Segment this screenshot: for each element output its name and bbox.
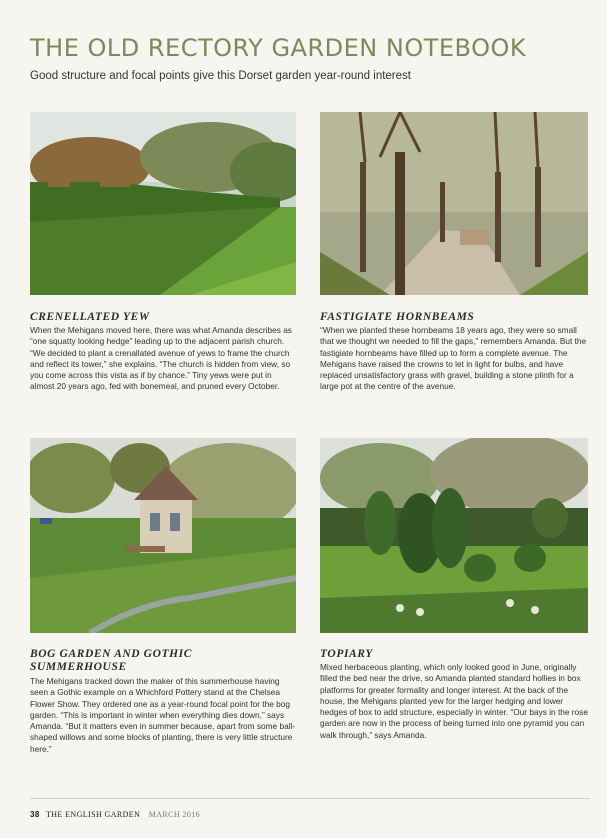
section-heading-fastigiate-hornbeams: FASTIGIATE HORNBEAMS	[320, 311, 475, 323]
issue-date: MARCH 2016	[148, 810, 201, 819]
photo-fastigiate-hornbeams	[320, 112, 588, 295]
photo-bog-garden-summerhouse	[30, 438, 296, 633]
photo-topiary	[320, 438, 588, 633]
photo-crenellated-yew	[30, 112, 296, 295]
section-body-bog-garden-summerhouse: The Mehigans tracked down the maker of this summerhouse having seen a Gothic example on a Whichford Pottery stand at the Chelsea Flower Show. They ordered one as a year-round focal point for the bog garden. “This is important in winter when everything dies down,” says Amanda. “But it matters even in summer because, apart from some ball-shaped willows and some blocks of planting, there is very little structure here.”	[30, 676, 296, 754]
page-footer	[30, 810, 200, 819]
section-heading-topiary: TOPIARY	[320, 648, 373, 660]
magazine-name: THE ENGLISH GARDEN	[45, 810, 141, 819]
page-title: THE OLD RECTORY GARDEN NOTEBOOK	[30, 34, 527, 62]
section-body-fastigiate-hornbeams: “When we planted these hornbeams 18 years ago, they were so small that we thought we needed to fill the gaps,” remembers Amanda. But the fastigiate hornbeams have filled up to form a complete avenue. The Mehigans have raised the crowns to let in light for bulbs, and have replaced unsatisfactory grass with gravel, building a stone plinth for a large pot at the centre of the avenue.	[320, 325, 587, 392]
section-heading-bog-garden-summerhouse: BOG GARDEN AND GOTHIC SUMMERHOUSE	[30, 648, 193, 673]
section-heading-crenellated-yew: CRENELLATED YEW	[30, 311, 150, 323]
page-subtitle: Good structure and focal points give this Dorset garden year-round interest	[30, 70, 411, 82]
footer-rule	[30, 798, 590, 799]
section-body-topiary: Mixed herbaceous planting, which only looked good in June, originally filled the bed near the drive, so Amanda planted standard hollies in box platforms for greater formality and longer interest. At the back of the house, the Mehigans planted yew for the larger hedging and lower hedges of box to add structure, especially in winter. “Our bays in the rose garden are now in the process of being turned into one pyramid you can walk through,” says Amanda.	[320, 662, 588, 740]
page-number: 38	[30, 810, 40, 819]
section-body-crenellated-yew: When the Mehigans moved here, there was what Amanda describes as “one squatty looking hedge” leading up to the adjacent parish church. “We decided to plant a crenallated avenue of yews to frame the church and reflect its tower,” she explains. “The church is hidden from view, so you come across this vista as if by chance.” Tiny yews were put in almost 20 years ago, fed with bonemeal, and pruned every October.	[30, 325, 292, 392]
